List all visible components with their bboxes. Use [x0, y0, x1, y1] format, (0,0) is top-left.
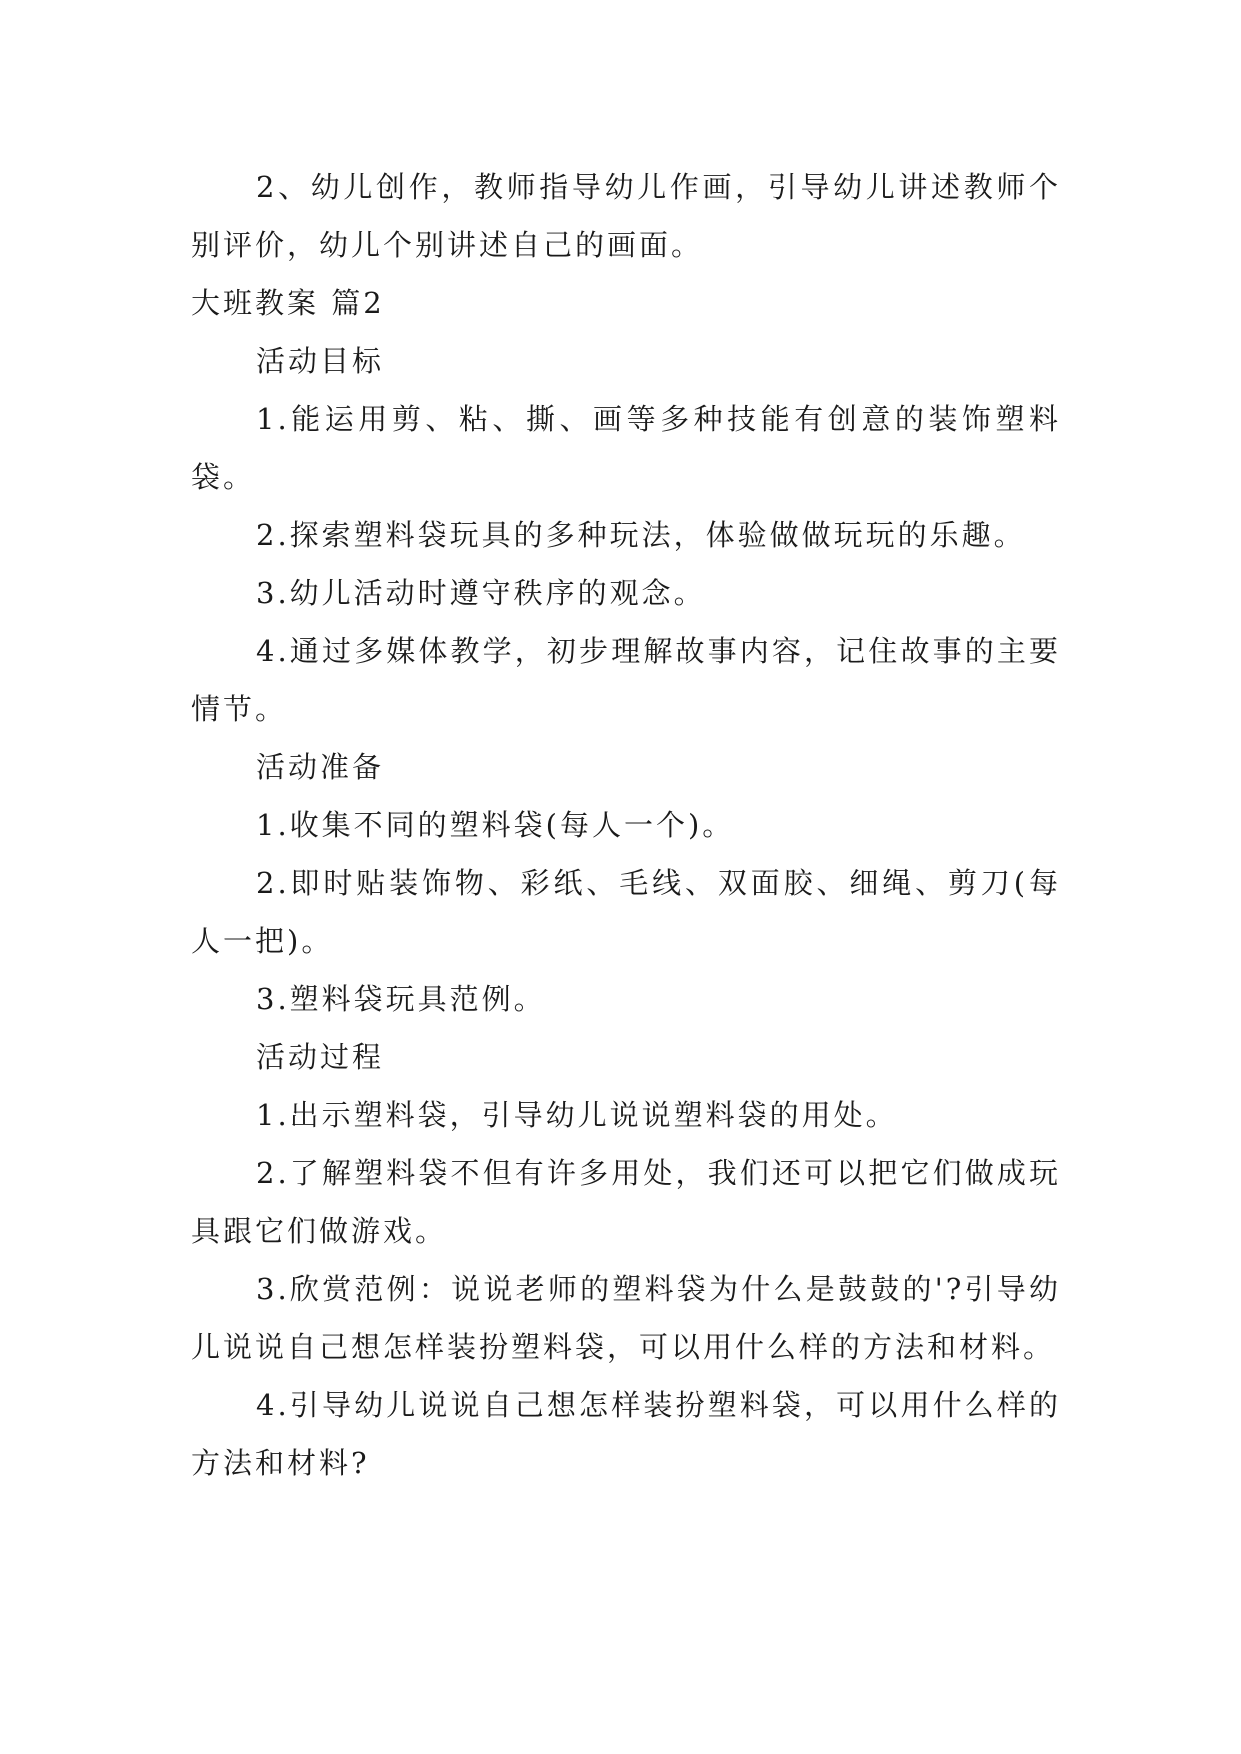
subheading-activity-goals: 活动目标	[256, 344, 385, 378]
subheading-activity-process: 活动过程	[256, 1040, 385, 1074]
preparation-item-3: 3.塑料袋玩具范例。	[256, 982, 546, 1016]
goal-item-3: 3.幼儿活动时遵守秩序的观念。	[256, 576, 706, 610]
document-body	[191, 158, 1061, 1492]
preparation-item-2: 2.即时贴装饰物、彩纸、毛线、双面胶、细绳、剪刀(每人一把)。	[191, 866, 1061, 958]
goal-item-4: 4.通过多媒体教学，初步理解故事内容，记住故事的主要情节。	[191, 634, 1061, 726]
process-item-3: 3.欣赏范例：说说老师的塑料袋为什么是鼓鼓的'?引导幼儿说说自己想怎样装扮塑料袋，可以用什么样的方法和材料。	[191, 1272, 1061, 1364]
goal-item-1: 1.能运用剪、粘、撕、画等多种技能有创意的装饰塑料袋。	[191, 402, 1061, 494]
section-heading: 大班教案 篇2	[191, 286, 385, 320]
process-item-2: 2.了解塑料袋不但有许多用处，我们还可以把它们做成玩具跟它们做游戏。	[191, 1156, 1061, 1248]
paragraph-creation: 2、幼儿创作，教师指导幼儿作画，引导幼儿讲述教师个别评价，幼儿个别讲述自己的画面。	[191, 170, 1061, 262]
preparation-item-1: 1.收集不同的塑料袋(每人一个)。	[256, 808, 735, 842]
subheading-activity-preparation: 活动准备	[256, 750, 385, 784]
process-item-4: 4.引导幼儿说说自己想怎样装扮塑料袋，可以用什么样的方法和材料?	[191, 1388, 1061, 1480]
process-item-1: 1.出示塑料袋，引导幼儿说说塑料袋的用处。	[256, 1098, 898, 1132]
goal-item-2: 2.探索塑料袋玩具的多种玩法，体验做做玩玩的乐趣。	[256, 518, 1026, 552]
